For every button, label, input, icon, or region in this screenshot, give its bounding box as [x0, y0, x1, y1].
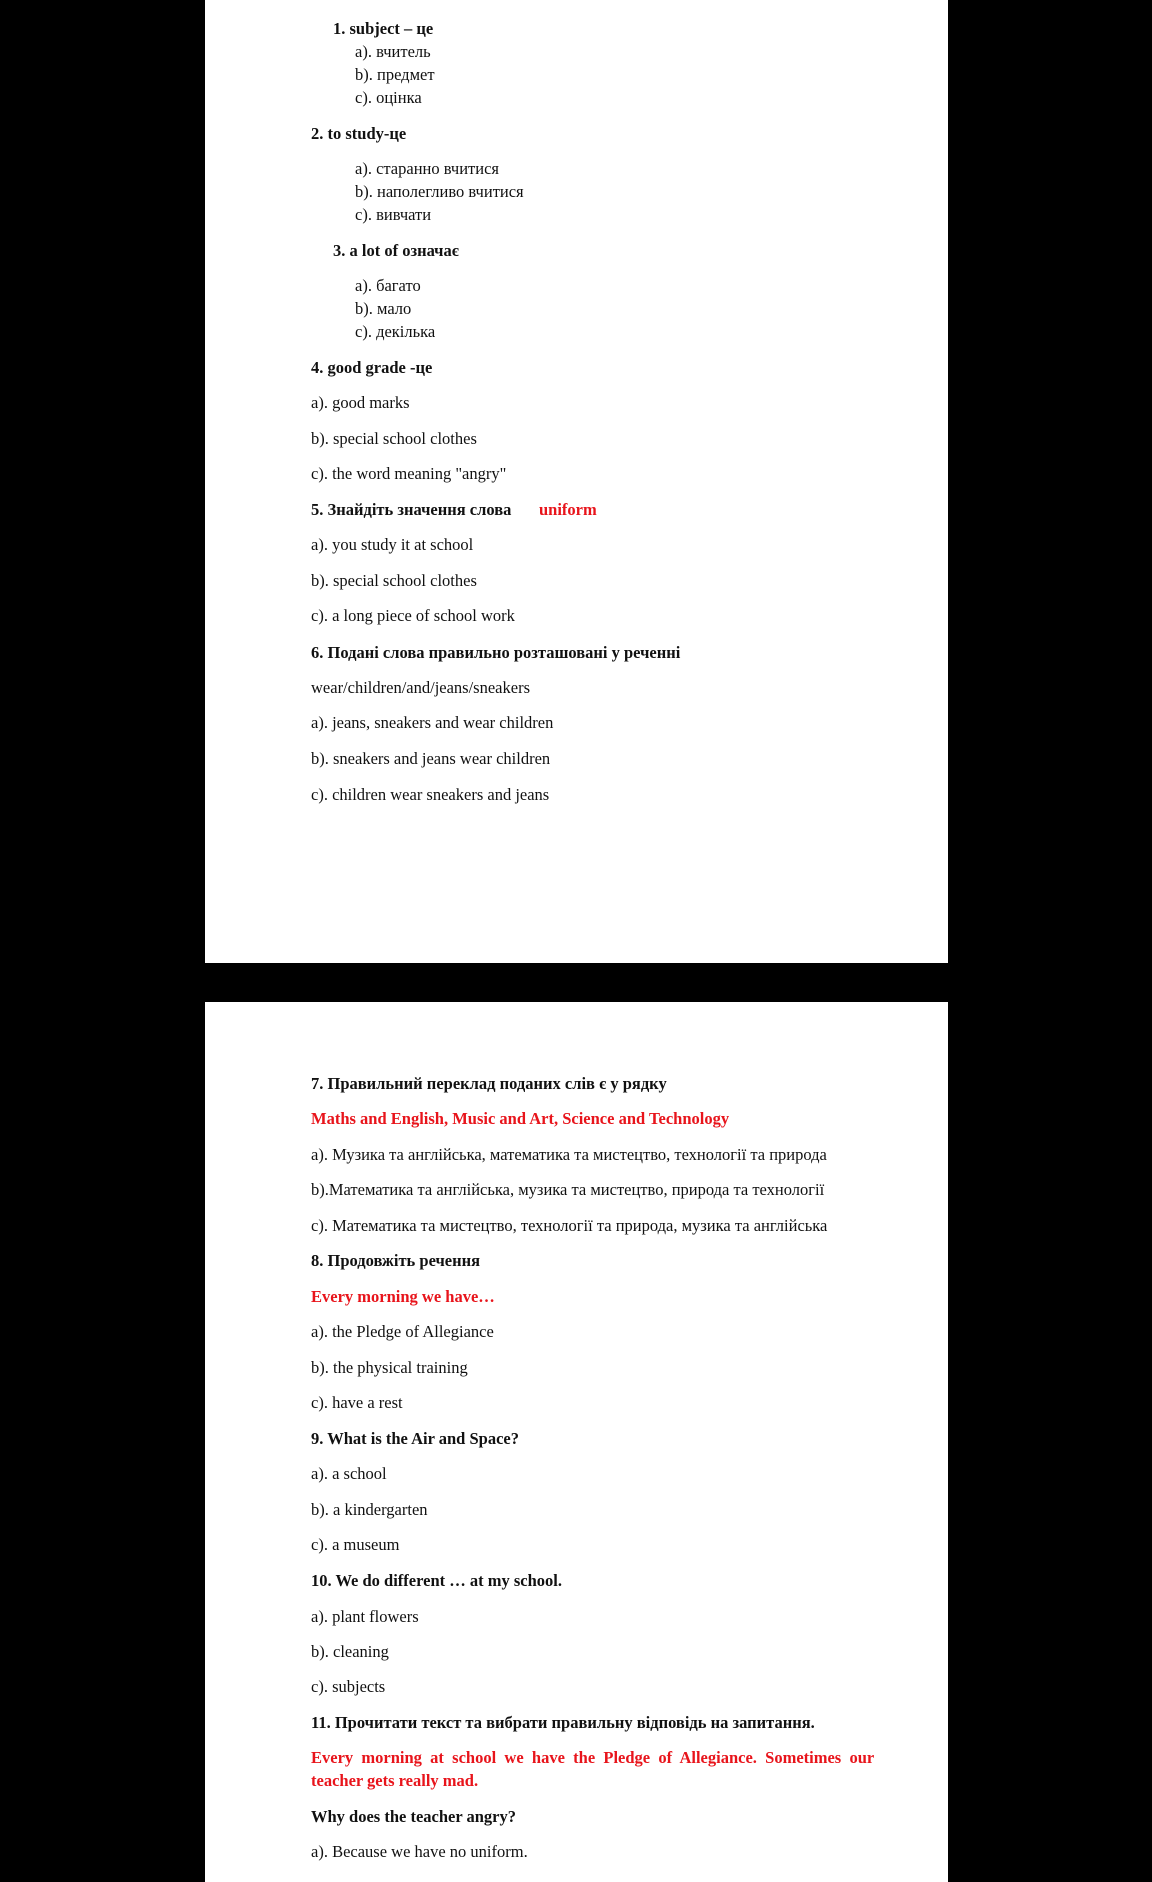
question-1-option-b: b). предмет	[355, 65, 435, 84]
question-5-word: uniform	[539, 500, 597, 519]
question-7-option-c: c). Математика та мистецтво, технології та природа, музика та англійська	[311, 1216, 828, 1235]
question-8-option-c: c). have a rest	[311, 1393, 403, 1412]
question-4-title: 4. good grade -це	[311, 358, 433, 377]
question-1-option-a: a). вчитель	[355, 42, 431, 61]
question-9-title: 9. What is the Air and Space?	[311, 1429, 519, 1448]
document-page-2	[205, 1002, 948, 1882]
question-9-option-c: c). a museum	[311, 1535, 400, 1554]
question-5-option-c: c). a long piece of school work	[311, 606, 515, 625]
question-9-option-a: a). a school	[311, 1464, 387, 1483]
question-10-option-a: a). plant flowers	[311, 1607, 419, 1626]
question-3-title: 3. a lot of означає	[333, 241, 459, 260]
question-7-option-a: a). Музика та англійська, математика та мистецтво, технології та природа	[311, 1145, 827, 1164]
question-7-words: Maths and English, Music and Art, Science and Technology	[311, 1109, 730, 1128]
question-9-option-b: b). a kindergarten	[311, 1500, 428, 1519]
question-6-words: wear/children/and/jeans/sneakers	[311, 678, 530, 697]
question-11-text-line-1: Every morning at school we have the Pledge of Allegiance. Sometimes our	[311, 1748, 875, 1767]
question-10-title: 10. We do different … at my school.	[311, 1571, 563, 1590]
question-2-option-c: c). вивчати	[355, 205, 432, 224]
question-6-title: 6. Подані слова правильно розташовані у реченні	[311, 643, 681, 662]
question-2-title: 2. to study-це	[311, 124, 407, 143]
question-6-option-a: a). jeans, sneakers and wear children	[311, 713, 554, 732]
question-8-prompt: Every morning we have…	[311, 1287, 495, 1306]
question-10-option-c: c). subjects	[311, 1677, 386, 1696]
question-4-option-b: b). special school clothes	[311, 429, 477, 448]
question-1-option-c: c). оцінка	[355, 88, 422, 107]
question-11-question: Why does the teacher angry?	[311, 1807, 517, 1826]
question-7-title: 7. Правильний переклад поданих слів є у рядку	[311, 1074, 667, 1093]
question-1-title: 1. subject – це	[333, 19, 434, 38]
question-5-option-a: a). you study it at school	[311, 535, 474, 554]
question-4-option-a: a). good marks	[311, 393, 410, 412]
question-3-option-b: b). мало	[355, 299, 412, 318]
question-11-option-a: a). Because we have no uniform.	[311, 1842, 528, 1861]
question-11-text-line-2: teacher gets really mad.	[311, 1771, 479, 1790]
question-6-option-b: b). sneakers and jeans wear children	[311, 749, 551, 768]
question-8-title: 8. Продовжіть речення	[311, 1251, 481, 1270]
question-3-option-a: a). багато	[355, 276, 421, 295]
question-6-option-c: c). children wear sneakers and jeans	[311, 785, 550, 804]
question-7-option-b: b).Математика та англійська, музика та мистецтво, природа та технології	[311, 1180, 825, 1199]
document-page-1	[205, 0, 948, 963]
question-2-option-b: b). наполегливо вчитися	[355, 182, 524, 201]
question-11-title: 11. Прочитати текст та вибрати правильну відповідь на запитання.	[311, 1713, 815, 1732]
question-2-option-a: a). старанно вчитися	[355, 159, 499, 178]
question-8-option-a: a). the Pledge of Allegiance	[311, 1322, 494, 1341]
question-5-title: 5. Знайдіть значення слова	[311, 500, 512, 519]
question-3-option-c: c). декілька	[355, 322, 436, 341]
question-5-option-b: b). special school clothes	[311, 571, 477, 590]
question-8-option-b: b). the physical training	[311, 1358, 468, 1377]
question-4-option-c: c). the word meaning "angry"	[311, 464, 507, 483]
question-10-option-b: b). cleaning	[311, 1642, 389, 1661]
